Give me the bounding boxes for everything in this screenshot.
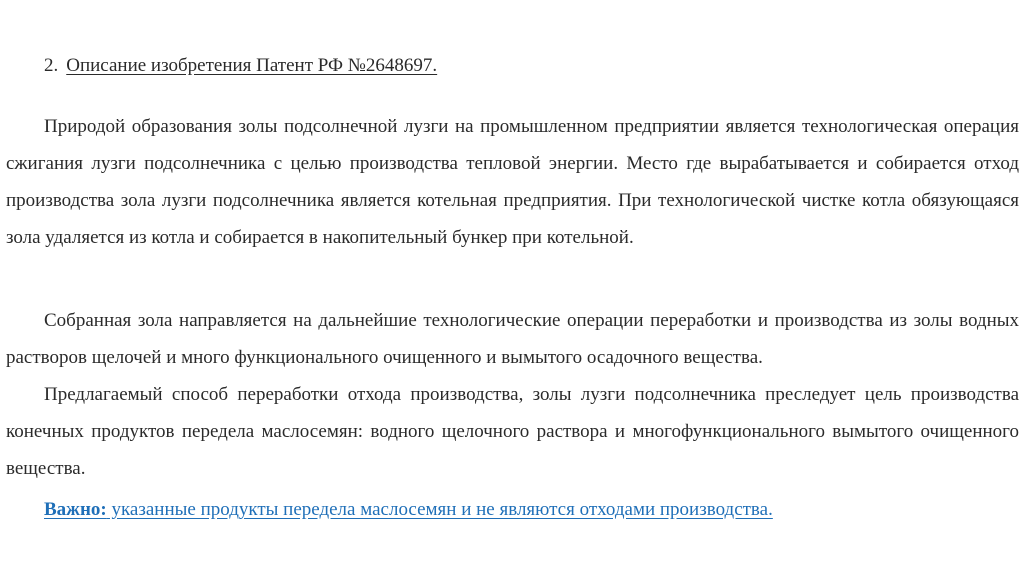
section-title: Описание изобретения Патент РФ №2648697.: [66, 55, 438, 76]
section-heading: [44, 55, 437, 77]
important-note: [44, 498, 773, 522]
paragraph-method-goal: Предлагаемый способ переработки отхода производства, золы лузги подсолнечника преследует цель производства конечных продуктов передела маслосемян: водного щелочного раствора и многофункционального вымытого очищенного вещества.: [6, 384, 1019, 479]
paragraph-ash-origin: Природой образования золы подсолнечной лузги на промышленном предприятии является технологическая операция сжигания лузги подсолнечника с целью производства тепловой энергии. Место где вырабатывается и собирается отход производства зола лузги подсолнечника является котельная предприятия. При технологической чистке котла обязующаяся зола удаляется из котла и собирается в накопительный бункер при котельной.: [6, 116, 1019, 248]
section-number: 2.: [44, 55, 59, 76]
important-note-text: указанные продукты передела маслосемян и не являются отходами производства.: [106, 499, 773, 520]
important-note-label: Важно:: [44, 499, 107, 520]
paragraph-ash-processing: Собранная зола направляется на дальнейшие технологические операции переработки и производства из золы водных растворов щелочей и много функционального очищенного и вымытого осадочного вещества.: [6, 310, 1019, 368]
